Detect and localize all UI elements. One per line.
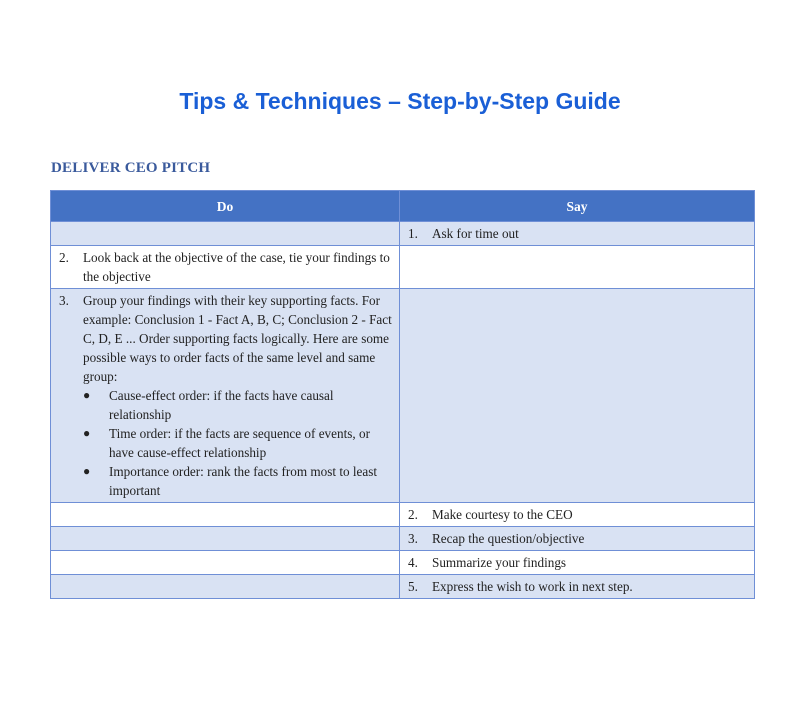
list-item-text: Time order: if the facts are sequence of events, or have cause-effect relationship: [109, 426, 370, 460]
say-cell: [400, 575, 755, 599]
do-cell-empty: [51, 575, 400, 599]
do-step-number: 2.: [59, 250, 69, 265]
bullet-icon: ●: [83, 464, 91, 478]
do-say-table: [50, 190, 755, 599]
say-step-text: Express the wish to work in next step.: [432, 579, 633, 594]
table-header-row: [51, 191, 755, 222]
say-step-number: 3.: [408, 531, 418, 546]
say-step-number: 4.: [408, 555, 418, 570]
say-step-number: 5.: [408, 579, 418, 594]
say-cell-empty: [400, 289, 755, 503]
say-step-text: Summarize your findings: [432, 555, 567, 570]
say-step-text: Recap the question/objective: [432, 531, 585, 546]
list-item-text: Cause-effect order: if the facts have causal relationship: [109, 388, 334, 422]
section-heading: DELIVER CEO PITCH: [51, 160, 211, 176]
do-cell: [51, 246, 400, 289]
bullet-icon: ●: [83, 388, 91, 402]
list-item-text: Importance order: rank the facts from most to least important: [109, 464, 378, 498]
do-cell-empty: [51, 222, 400, 246]
table-row: [51, 289, 755, 503]
column-header-do: Do: [51, 191, 400, 222]
ordering-methods-list: [57, 386, 393, 500]
say-step-text: Ask for time out: [432, 226, 519, 241]
table-row: [51, 575, 755, 599]
do-step-text: Look back at the objective of the case, tie your findings to the objective: [83, 250, 390, 284]
list-item: [83, 462, 393, 500]
column-header-say: Say: [400, 191, 755, 222]
do-step-number: 3.: [59, 293, 69, 308]
do-cell-empty: [51, 503, 400, 527]
do-step-text: Group your findings with their key supporting facts. For example: Conclusion 1 - Fact A, B, C; Conclusion 2 - Fact C, D, E ... Order supporting facts logically. Here are some possible ways to order facts of the same level and same group:: [83, 293, 392, 384]
table-row: [51, 551, 755, 575]
do-cell: [51, 289, 400, 503]
say-cell-empty: [400, 246, 755, 289]
say-step-text: Make courtesy to the CEO: [432, 507, 573, 522]
say-step-number: 2.: [408, 507, 418, 522]
do-cell-empty: [51, 551, 400, 575]
do-cell-empty: [51, 527, 400, 551]
table-row: [51, 222, 755, 246]
table-row: [51, 527, 755, 551]
table-row: [51, 246, 755, 289]
list-item: [83, 424, 393, 462]
table-row: [51, 503, 755, 527]
say-cell: [400, 551, 755, 575]
say-cell: [400, 503, 755, 527]
say-cell: [400, 222, 755, 246]
bullet-icon: ●: [83, 426, 91, 440]
page-title: Tips & Techniques – Step-by-Step Guide: [179, 88, 621, 114]
say-cell: [400, 527, 755, 551]
say-step-number: 1.: [408, 226, 418, 241]
list-item: [83, 386, 393, 424]
